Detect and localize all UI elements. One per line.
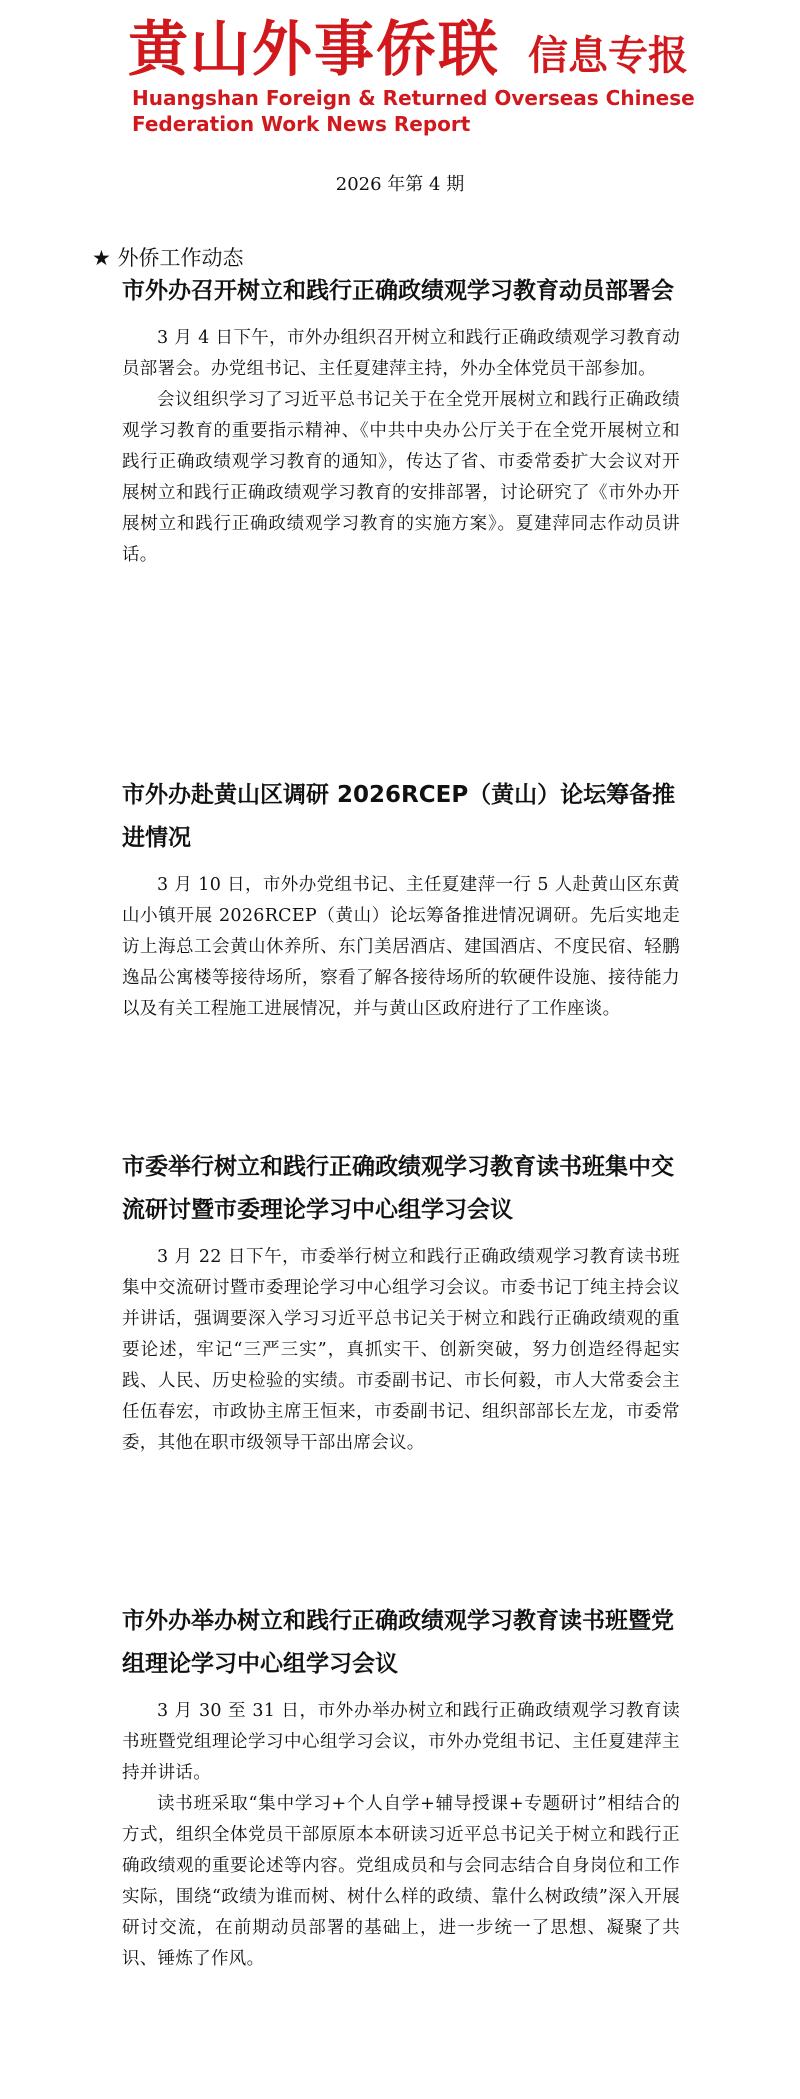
article-paragraph: 3 月 4 日下午，市外办组织召开树立和践行正确政绩观学习教育动员部署会。办党组书记、主任夏建萍主持，外办全体党员干部参加。 (122, 328, 680, 379)
article-paragraph: 3 月 22 日下午，市委举行树立和践行正确政绩观学习教育读书班集中交流研讨暨市委理论学习中心组学习会议。市委书记丁纯主持会议并讲话，强调要深入学习习近平总书记关于树立和践行正确政绩观的重要论述，牢记“三严三实”，真抓实干、创新突破，努力创造经得起实践、人民、历史检验的实绩。市委副书记、市长何毅，市人大常委会主任伍春宏，市政协主席王恒来，市委副书记、组织部部长左龙，市委常委，其他在职市级领导干部出席会议。 (122, 1247, 680, 1453)
article-paragraph: 读书班采取“集中学习+个人自学+辅导授课+专题研讨”相结合的方式，组织全体党员干部原原本本研读习近平总书记关于树立和践行正确政绩观的重要论述等内容。党组成员和与会同志结合自身岗位和工作实际，围绕“政绩为谁而树、树什么样的政绩、靠什么树政绩”深入开展研讨交流，在前期动员部署的基础上，进一步统一了思想、凝聚了共识、锤炼了作风。 (122, 1794, 680, 1969)
issue-number: 2026 年第 4 期 (335, 174, 465, 195)
masthead-title: 黄山外事侨联 (128, 15, 500, 85)
article-title: 市委举行树立和践行正确政绩观学习教育读书班集中交流研讨暨市委理论学习中心组学习会议 (122, 1154, 674, 1223)
article-title: 市外办召开树立和践行正确政绩观学习教育动员部署会 (122, 278, 674, 304)
section-heading: ★ 外侨工作动态 (92, 246, 244, 270)
masthead-english-line-1: Huangshan Foreign & Returned Overseas Chinese (132, 86, 695, 110)
article-paragraph: 3 月 30 至 31 日，市外办举办树立和践行正确政绩观学习教育读书班暨党组理论学习中心组学习会议，市外办党组书记、主任夏建萍主持并讲话。 (122, 1701, 680, 1783)
article-title: 市外办举办树立和践行正确政绩观学习教育读书班暨党组理论学习中心组学习会议 (122, 1608, 674, 1677)
article-2 (122, 774, 680, 1025)
article-paragraph: 会议组织学习了习近平总书记关于在全党开展树立和践行正确政绩观学习教育的重要指示精神、《中共中央办公厅关于在全党开展树立和践行正确政绩观学习教育的通知》，传达了省、市委常委扩大会议对开展树立和践行正确政绩观学习教育的安排部署，讨论研究了《市外办开展树立和践行正确政绩观学习教育的实施方案》。夏建萍同志作动员讲话。 (122, 390, 680, 565)
masthead-english-line-2: Federation Work News Report (132, 112, 471, 136)
article-title: 市外办赴黄山区调研 2026RCEP（黄山）论坛筹备推进情况 (122, 782, 676, 851)
article-4 (122, 1600, 680, 1975)
article-3 (122, 1146, 680, 1459)
article-1 (122, 270, 680, 571)
masthead (128, 14, 728, 134)
article-paragraph: 3 月 10 日，市外办党组书记、主任夏建萍一行 5 人赴黄山区东黄山小镇开展 2026RCEP（黄山）论坛筹备推进情况调研。先后实地走访上海总工会黄山休养所、东门美居酒店、建国酒店、不度民宿、轻鹏逸品公寓楼等接待场所，察看了解各接待场所的软硬件设施、接待能力以及有关工程施工进展情况，并与黄山区政府进行了工作座谈。 (122, 875, 680, 1019)
masthead-suffix: 信息专报 (528, 33, 688, 79)
